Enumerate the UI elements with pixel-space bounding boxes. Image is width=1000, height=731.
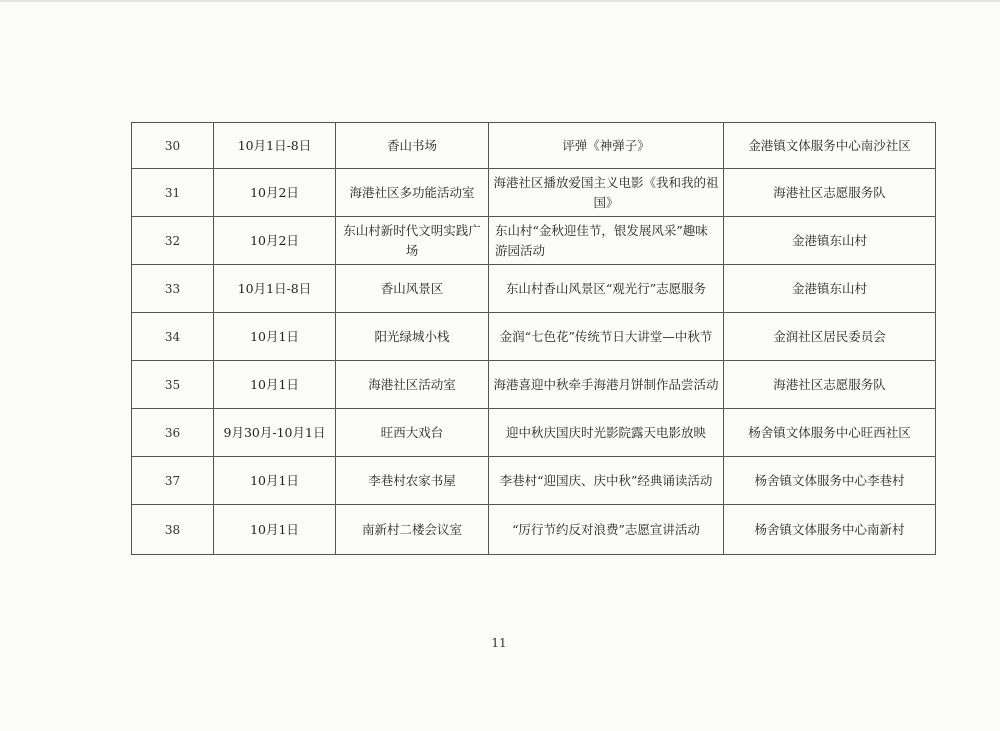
row-venue: 旺西大戏台: [336, 409, 489, 457]
events-table: [131, 122, 936, 555]
row-date: 10月1日: [214, 313, 336, 361]
row-date: 10月2日: [214, 217, 336, 265]
row-date: 9月30月-10月1日: [214, 409, 336, 457]
table-row: [132, 169, 936, 217]
table-row: [132, 457, 936, 505]
row-venue: 海港社区多功能活动室: [336, 169, 489, 217]
row-organizer: 杨舍镇文体服务中心李巷村: [724, 457, 936, 505]
row-venue: 阳光绿城小栈: [336, 313, 489, 361]
page-edge: [0, 0, 1000, 2]
row-venue: 南新村二楼会议室: [336, 505, 489, 555]
row-date: 10月1日: [214, 505, 336, 555]
row-activity: 评弹《神弹子》: [489, 123, 724, 169]
row-organizer: 金润社区居民委员会: [724, 313, 936, 361]
row-activity: 李巷村“迎国庆、庆中秋”经典诵读活动: [489, 457, 724, 505]
row-venue: 李巷村农家书屋: [336, 457, 489, 505]
row-organizer: 金港镇东山村: [724, 217, 936, 265]
row-index: 36: [132, 409, 214, 457]
row-activity: 东山村香山风景区“观光行”志愿服务: [489, 265, 724, 313]
row-activity: “厉行节约反对浪费”志愿宣讲活动: [489, 505, 724, 555]
row-organizer: 海港社区志愿服务队: [724, 169, 936, 217]
table-row: [132, 265, 936, 313]
row-index: 31: [132, 169, 214, 217]
row-activity: 金润“七色花”传统节日大讲堂—中秋节: [489, 313, 724, 361]
row-venue: 香山风景区: [336, 265, 489, 313]
row-activity: 东山村“金秋迎佳节，银发展风采”趣味游园活动: [489, 217, 724, 265]
table-row: [132, 217, 936, 265]
row-index: 34: [132, 313, 214, 361]
row-index: 33: [132, 265, 214, 313]
row-date: 10月1日: [214, 361, 336, 409]
row-date: 10月1日: [214, 457, 336, 505]
table-row: [132, 505, 936, 555]
table-row: [132, 313, 936, 361]
page-number: 11: [491, 636, 507, 650]
row-date: 10月2日: [214, 169, 336, 217]
row-index: 35: [132, 361, 214, 409]
row-organizer: 杨舍镇文体服务中心旺西社区: [724, 409, 936, 457]
row-activity: 海港社区播放爱国主义电影《我和我的祖国》: [489, 169, 724, 217]
row-organizer: 金港镇东山村: [724, 265, 936, 313]
row-activity: 迎中秋庆国庆时光影院露天电影放映: [489, 409, 724, 457]
row-index: 38: [132, 505, 214, 555]
row-index: 32: [132, 217, 214, 265]
row-date: 10月1日-8日: [214, 123, 336, 169]
row-index: 30: [132, 123, 214, 169]
row-activity: 海港喜迎中秋牵手海港月饼制作品尝活动: [489, 361, 724, 409]
table-row: [132, 123, 936, 169]
row-venue: 香山书场: [336, 123, 489, 169]
row-venue: 东山村新时代文明实践广场: [336, 217, 489, 265]
row-organizer: 海港社区志愿服务队: [724, 361, 936, 409]
table-row: [132, 361, 936, 409]
row-index: 37: [132, 457, 214, 505]
table-row: [132, 409, 936, 457]
row-date: 10月1日-8日: [214, 265, 336, 313]
row-organizer: 杨舍镇文体服务中心南新村: [724, 505, 936, 555]
row-organizer: 金港镇文体服务中心南沙社区: [724, 123, 936, 169]
row-venue: 海港社区活动室: [336, 361, 489, 409]
